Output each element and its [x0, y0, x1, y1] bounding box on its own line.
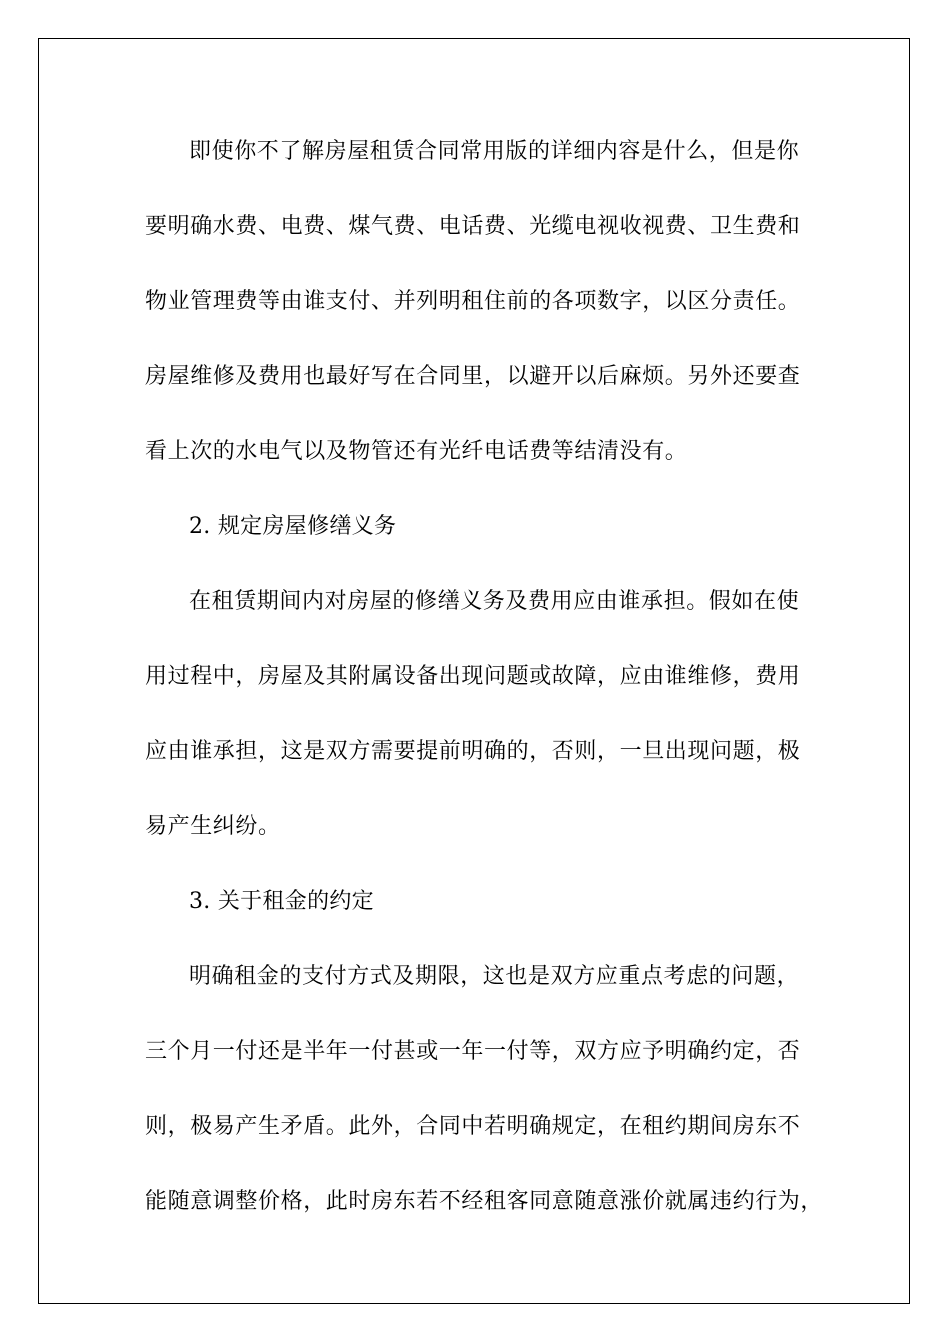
paragraph-line: 用过程中，房屋及其附属设备出现问题或故障，应由谁维修，费用: [145, 664, 801, 689]
paragraph-line: 易产生纠纷。: [145, 814, 281, 839]
paragraph-line: 应由谁承担，这是双方需要提前明确的，否则，一旦出现问题，极: [145, 739, 801, 764]
paragraph-line: 要明确水费、电费、煤气费、电话费、光缆电视收视费、卫生费和: [145, 214, 801, 239]
paragraph-line: 即使你不了解房屋租赁合同常用版的详细内容是什么，但是你: [189, 139, 800, 164]
section-heading: 3. 关于租金的约定: [189, 889, 374, 914]
paragraph-line: 能随意调整价格，此时房东若不经租客同意随意涨价就属违约行为，: [145, 1189, 824, 1214]
paragraph-line: 在租赁期间内对房屋的修缮义务及费用应由谁承担。假如在使: [189, 589, 800, 614]
paragraph-line: 明确租金的支付方式及期限，这也是双方应重点考虑的问题，: [189, 964, 800, 989]
document-body: [145, 124, 824, 1249]
section-heading: 2. 规定房屋修缮义务: [189, 514, 397, 539]
paragraph-line: 则，极易产生矛盾。此外，合同中若明确规定，在租约期间房东不: [145, 1114, 801, 1139]
paragraph-line: 物业管理费等由谁支付、并列明租住前的各项数字，以区分责任。: [145, 289, 801, 314]
paragraph-line: 看上次的水电气以及物管还有光纤电话费等结清没有。: [145, 439, 688, 464]
paragraph-line: 房屋维修及费用也最好写在合同里，以避开以后麻烦。另外还要查: [145, 364, 801, 389]
paragraph-line: 三个月一付还是半年一付甚或一年一付等，双方应予明确约定，否: [145, 1039, 801, 1064]
